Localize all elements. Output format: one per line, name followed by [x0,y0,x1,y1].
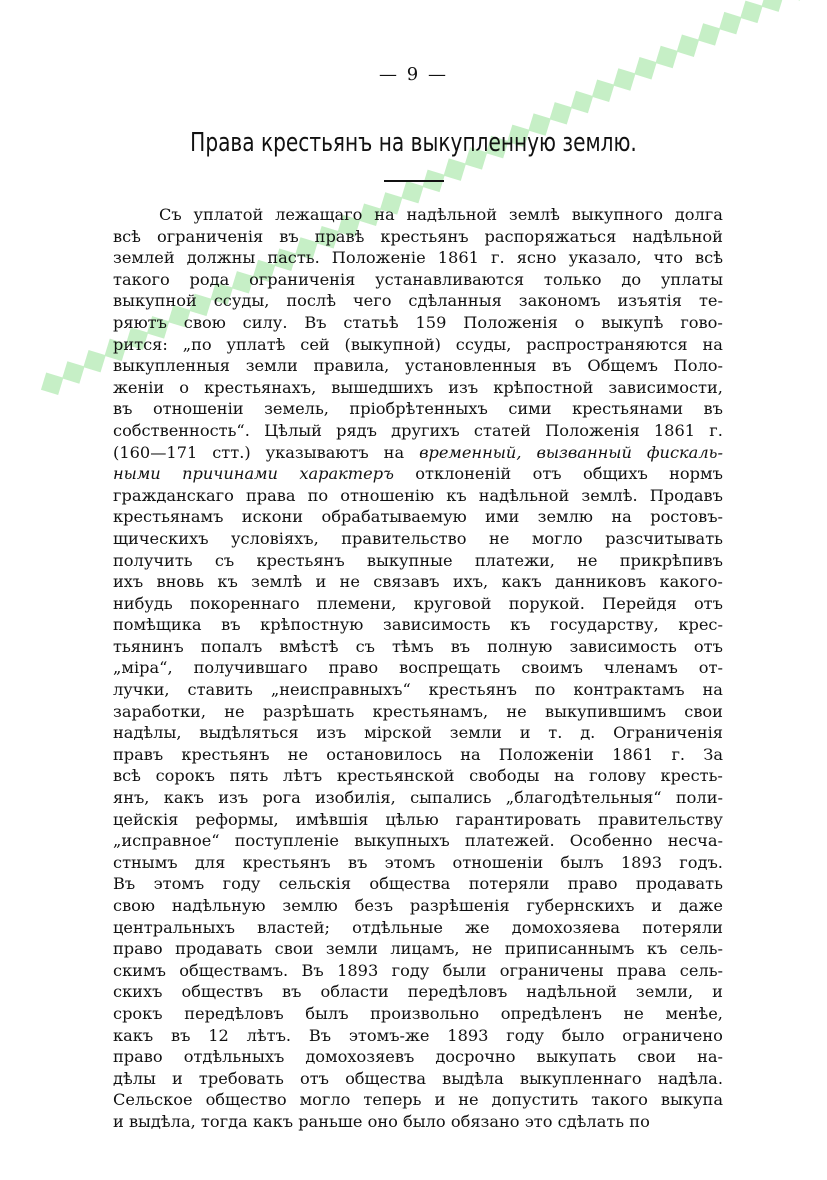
text-line: получить съ крестьянъ выкупные платежи, не прикрѣпивъ [113,550,723,570]
text-line: щическихъ условіяхъ, правительство не могло разсчитывать [113,528,723,548]
text-line: скихъ обществъ въ области передѣловъ надѣльной земли, и [113,982,723,1002]
text-line: скимъ обществамъ. Въ 1893 году были ограничены права сель- [113,960,723,980]
text-line: гражданскаго права по отношенію къ надѣльной землѣ. Продавъ [113,485,723,505]
body-text [113,204,723,1133]
text-line: дѣлы и требовать отъ общества выдѣла выкупленнаго надѣла. [113,1068,723,1088]
text-line: свою надѣльную землю безъ разрѣшенія губернскихъ и даже [113,896,723,915]
text-line: заработки, не разрѣшать крестьянамъ, не выкупившимъ свои [113,701,723,721]
text-line: и выдѣла, тогда какъ раньше оно было обязано это сдѣлать по [113,1111,650,1131]
text-line: (160—171 стт.) указываютъ на временный, вызванный фискаль- [113,442,723,462]
text-line: „исправное“ поступленіе выкупныхъ платежей. Особенно несча- [113,831,723,851]
text-line: Сельское общество могло теперь и не допустить такого выкупа [113,1090,723,1110]
text-line: землей должны пасть. Положеніе 1861 г. ясно указало, что всѣ [113,248,723,268]
text-line: ряютъ свою силу. Въ статьѣ 159 Положенія о выкупѣ гово- [113,312,723,332]
text-line: тьянинъ попалъ вмѣстѣ съ тѣмъ въ полную зависимость отъ [113,636,723,656]
page-title: Права крестьянъ на выкупленную землю. [190,128,637,158]
text-line: право продавать свои земли лицамъ, не приписаннымъ къ сель- [113,939,723,959]
text-line: какъ въ 12 лѣтъ. Въ этомъ-же 1893 году было ограничено [113,1025,723,1045]
text-line: право отдѣльныхъ домохозяевъ досрочно выкупать свои на- [113,1047,723,1067]
text-line: всѣ сорокъ пять лѣтъ крестьянской свободы на голову кресть- [113,766,723,786]
text-line: срокъ передѣловъ былъ произвольно опредѣленъ не менѣе, [113,1003,723,1023]
text-line: „міра“, получившаго право воспрещать своимъ членамъ от- [113,658,723,678]
text-line: нибудь покореннаго племени, круговой порукой. Перейдя отъ [113,593,723,613]
text-line: въ отношеніи земель, пріобрѣтенныхъ сими крестьянами въ [113,399,723,419]
text-line: лучки, ставить „неисправныхъ“ крестьянъ по контрактамъ на [113,680,723,700]
text-line: центральныхъ властей; отдѣльные же домохозяева потеряли [113,917,723,937]
text-line: правъ крестьянъ не остановилось на Положеніи 1861 г. За [113,744,723,764]
title-divider [384,180,444,182]
text-line: помѣщика въ крѣпостную зависимость къ государству, крес- [113,615,723,635]
text-line: собственность“. Цѣлый рядъ другихъ статей Положенія 1861 г. [113,420,723,440]
text-line: Съ уплатой лежащаго на надѣльной землѣ выкупного долга [159,205,723,224]
text-line: надѣлы, выдѣляться изъ мірской земли и т. д. Ограниченія [113,723,723,743]
text-line: женіи о крестьянахъ, вышедшихъ изъ крѣпостной зависимости, [113,377,723,397]
text-line: цейскія реформы, имѣвшія цѣлью гарантировать правительству [113,809,723,829]
text-line: крестьянамъ искони обрабатываемую ими землю на ростовъ- [113,507,723,527]
text-line: рится: „по уплатѣ сей (выкупной) ссуды, распространяются на [113,334,723,354]
text-line: стнымъ для крестьянъ въ этомъ отношеніи былъ 1893 годъ. [113,852,723,872]
text-line: ихъ вновь къ землѣ и не связавъ ихъ, какъ данниковъ какого- [113,572,723,592]
page-number: — 9 — [379,64,448,85]
text-line: такого рода ограниченія устанавливаются только до уплаты [113,269,723,289]
text-line: всѣ ограниченія въ правѣ крестьянъ распоряжаться надѣльной [113,226,723,246]
text-line: янъ, какъ изъ рога изобилія, сыпались „благодѣтельныя“ поли- [113,788,723,808]
text-line: ными причинами характеръ отклоненій отъ общихъ нормъ [113,464,723,484]
text-line: Въ этомъ году сельскія общества потеряли право продавать [113,874,723,894]
text-line: выкупной ссуды, послѣ чего сдѣланныя закономъ изъятія те- [113,291,723,311]
text-line: выкупленныя земли правила, установленныя въ Общемъ Поло- [113,356,723,376]
